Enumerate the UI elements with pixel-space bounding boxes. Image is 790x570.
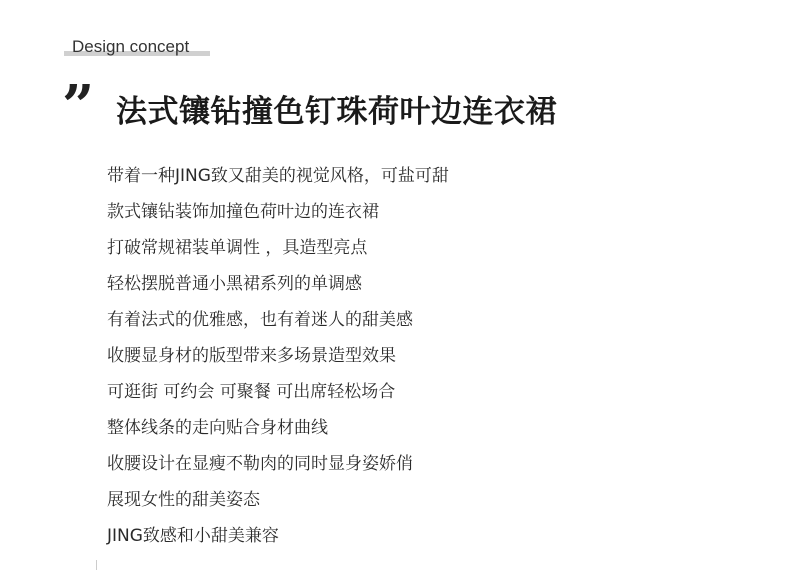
description-line: 带着一种JING致又甜美的视觉风格，可盐可甜 [107, 166, 449, 186]
description-line: 收腰显身材的版型带来多场景造型效果 [107, 346, 396, 366]
section-tag [64, 36, 210, 56]
description-list [107, 160, 449, 556]
description-line: 有着法式的优雅感，也有着迷人的甜美感 [107, 310, 413, 330]
divider-mark [96, 560, 97, 570]
description-line: 整体线条的走向贴合身材曲线 [107, 418, 328, 438]
quote-mark-icon: ” [62, 73, 95, 139]
page-title: 法式镶钻撞色钉珠荷叶边连衣裙 [116, 94, 557, 130]
description-line: 展现女性的甜美姿态 [107, 490, 260, 510]
description-line: 可逛街 可约会 可聚餐 可出席轻松场合 [107, 382, 396, 402]
description-line: JING致感和小甜美兼容 [107, 526, 279, 546]
description-line: 款式镶钻装饰加撞色荷叶边的连衣裙 [107, 202, 379, 222]
tag-label: Design concept [72, 37, 190, 56]
description-line: 打破常规裙装单调性 ，具造型亮点 [107, 238, 368, 258]
description-line: 收腰设计在显瘦不勒肉的同时显身姿娇俏 [107, 454, 413, 474]
description-line: 轻松摆脱普通小黑裙系列的单调感 [107, 274, 362, 294]
